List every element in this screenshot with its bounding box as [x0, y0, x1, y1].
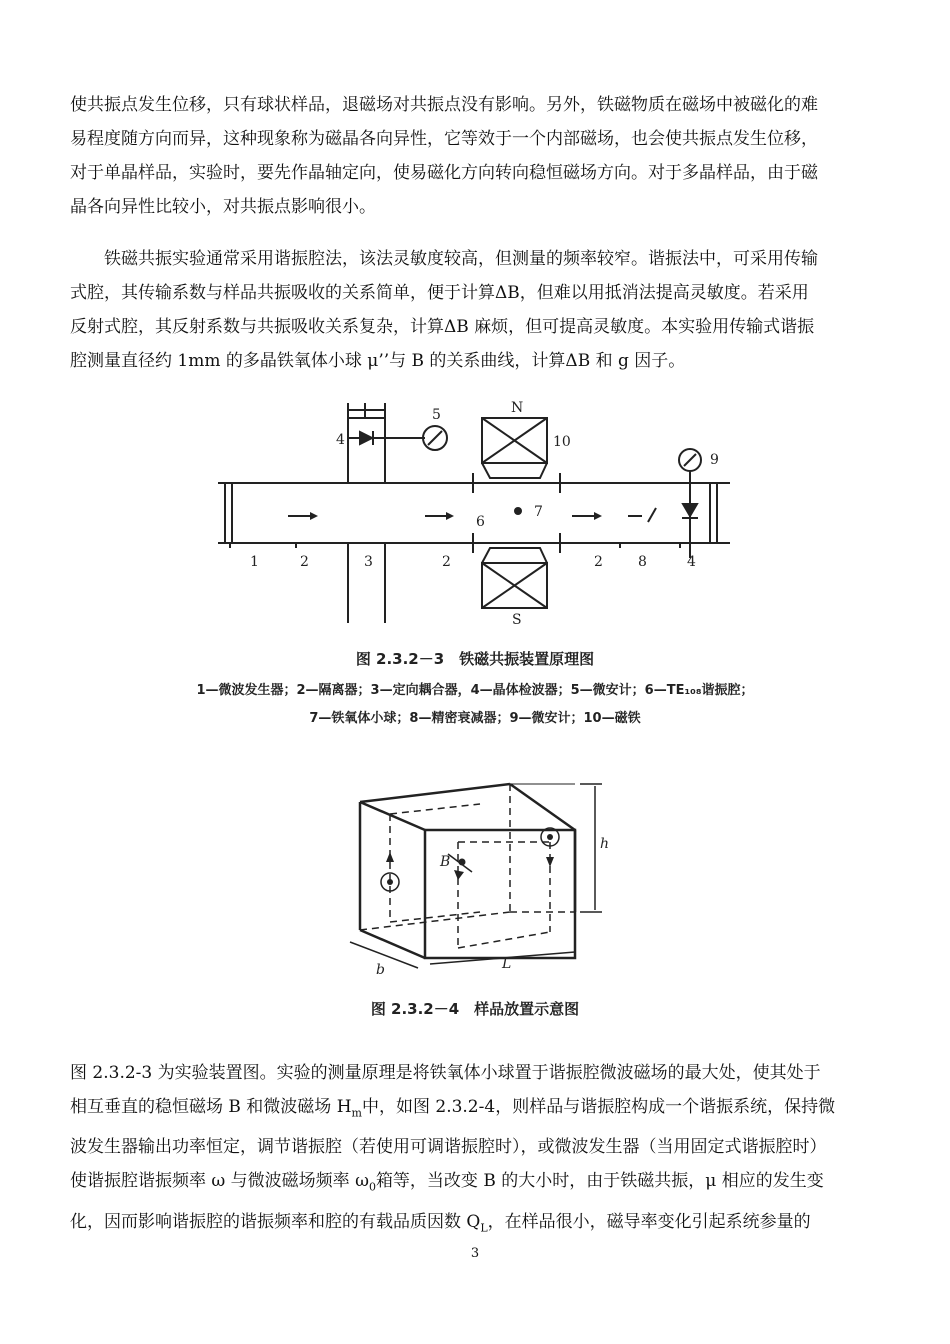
text-fragment: 使谐振腔谐振频率 ω 与微波磁场频率 ω	[70, 1171, 369, 1192]
text-line: 铁磁共振实验通常采用谐振腔法，该法灵敏度较高，但测量的频率较窄。谐振法中，可采用传输	[104, 249, 818, 269]
label-2b: 2	[442, 554, 451, 570]
label-L: L	[502, 956, 512, 972]
label-10: 10	[553, 434, 571, 450]
label-2a: 2	[300, 554, 309, 570]
text-line: 式腔，其传输系数与样品共振吸收的关系简单，便于计算ΔB，但难以用抵消法提高灵敏度。若采用	[70, 283, 809, 303]
label-4a: 4	[336, 432, 345, 448]
sample-sphere	[459, 859, 466, 866]
figure1-legend-line1: 1—微波发生器；2—隔离器；3—定向耦合器，4—晶体检波器；5—微安计；6—TE₁₀₈谐振腔；	[196, 683, 754, 698]
paragraph-resonant-cavity	[70, 242, 885, 378]
text-line: 晶各向异性比较小，对共振点影响很小。	[70, 197, 376, 217]
label-n: N	[511, 400, 524, 416]
page-number: 3	[470, 1246, 480, 1261]
apparatus-diagram	[210, 398, 740, 628]
label-8: 8	[638, 554, 647, 570]
text-line: 对于单晶样品，实验时，要先作晶轴定向，使易磁化方向转向稳恒磁场方向。对于多晶样品，由于磁	[70, 163, 818, 183]
text-line: 反射式腔，其反射系数与共振吸收关系复杂，计算ΔB 麻烦，但可提高灵敏度。本实验用传输式谐振	[70, 317, 815, 337]
label-4b: 4	[687, 554, 696, 570]
text-line: 波发生器输出功率恒定，调节谐振腔（若使用可调谐振腔时），或微波发生器（当用固定式谐振腔时）	[70, 1137, 827, 1158]
label-7: 7	[534, 504, 543, 520]
ferrite-sphere	[514, 507, 522, 515]
text-line: 易程度随方向而异，这种现象称为磁晶各向异性，它等效于一个内部磁场，也会使共振点发生位移，	[70, 129, 818, 149]
text-line: 图 2.3.2-3 为实验装置图。实验的测量原理是将铁氧体小球置于谐振腔微波磁场的最大处，使其处于	[70, 1063, 821, 1083]
subscript: m	[351, 1106, 362, 1120]
label-5: 5	[432, 407, 441, 423]
text-fragment: 中，如图 2.3.2-4，则样品与谐振腔构成一个谐振系统，保持微	[361, 1097, 836, 1117]
text-fragment: 箱等，当改变 B 的大小时，由于铁磁共振，μ 相应的发生变	[375, 1171, 824, 1192]
figure2-caption: 图 2.3.2－4 样品放置示意图	[370, 1000, 580, 1018]
text-line	[70, 1205, 885, 1245]
paragraph-measurement-principle	[70, 1056, 885, 1245]
text-line: 使共振点发生位移，只有球状样品，退磁场对共振点没有影响。另外，铁磁物质在磁场中被磁化的难	[70, 95, 818, 115]
label-h: h	[600, 836, 610, 852]
label-2c: 2	[594, 554, 603, 570]
label-9: 9	[710, 452, 719, 468]
paragraph-anisotropy	[70, 88, 885, 224]
figure1-caption: 图 2.3.2－3 铁磁共振装置原理图	[355, 650, 595, 668]
subscript: 0	[368, 1180, 376, 1194]
label-s: S	[512, 612, 522, 628]
label-1: 1	[250, 554, 259, 570]
subscript: L	[480, 1221, 488, 1235]
figure1-legend-line2: 7—铁氧体小球；8—精密衰减器；9—微安计；10—磁铁	[309, 711, 641, 726]
text-fragment: ，在样品很小，磁导率变化引起系统参量的	[487, 1211, 811, 1232]
label-b-field: B	[440, 854, 451, 870]
text-line: 腔测量直径约 1mm 的多晶铁氧体小球 μ’’与 B 的关系曲线，计算ΔB 和 g 因子。	[70, 351, 686, 371]
text-line	[70, 1090, 885, 1130]
text-line	[70, 1164, 885, 1204]
text-fragment: 化，因而影响谐振腔的谐振频率和腔的有载品质因数 Q	[70, 1211, 481, 1232]
label-b: b	[376, 962, 385, 978]
label-3: 3	[364, 554, 373, 570]
label-6: 6	[476, 514, 485, 530]
text-fragment: 相互垂直的稳恒磁场 B 和微波磁场 H	[70, 1097, 352, 1117]
sample-placement-diagram	[340, 752, 610, 984]
